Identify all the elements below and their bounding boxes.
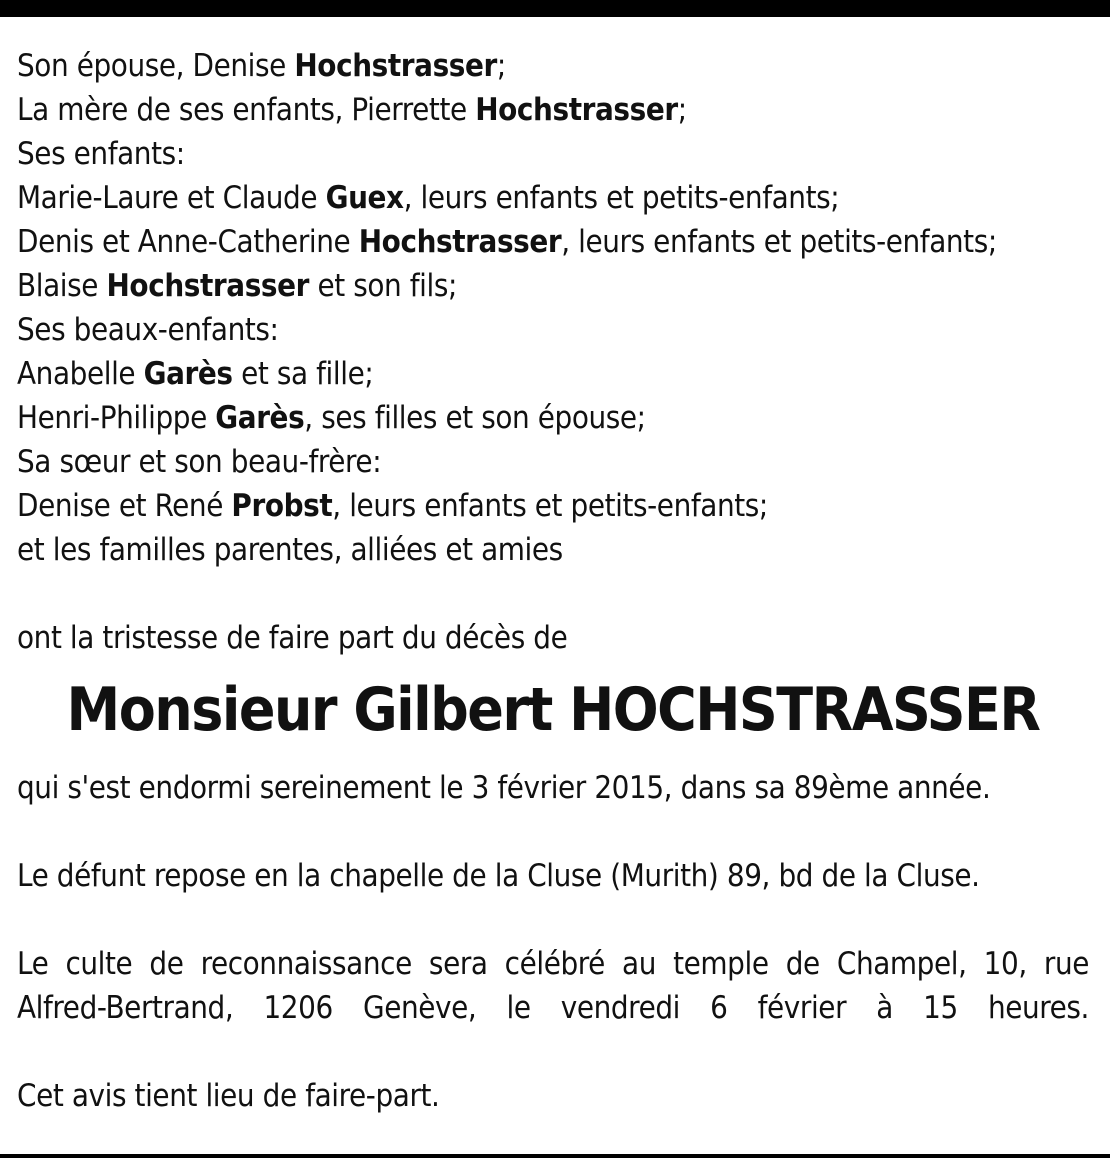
spacer xyxy=(17,1030,1089,1074)
family-surname: Probst xyxy=(231,488,333,524)
family-line: Henri-Philippe Garès, ses filles et son épouse; xyxy=(17,400,646,436)
family-group-heading: Ses enfants: xyxy=(17,136,185,172)
family-line: Anabelle Garès et sa fille; xyxy=(17,356,374,392)
spacer xyxy=(17,898,1089,942)
bottom-border-rule xyxy=(0,1154,1110,1158)
family-line: et les familles parentes, alliées et amies xyxy=(17,532,563,568)
announcement-text: ont la tristesse de faire part du décès de xyxy=(17,620,568,656)
death-info: qui s'est endormi sereinement le 3 février 2015, dans sa 89ème année. xyxy=(17,770,991,806)
deceased-name: Monsieur Gilbert HOCHSTRASSER xyxy=(66,675,1040,745)
family-line: Marie-Laure et Claude Guex, leurs enfants et petits-enfants; xyxy=(17,180,840,216)
family-surname: Hochstrasser xyxy=(294,48,497,84)
family-line: Blaise Hochstrasser et son fils; xyxy=(17,268,457,304)
family-surname: Hochstrasser xyxy=(358,224,562,260)
repose-info: Le défunt repose en la chapelle de la Cluse (Murith) 89, bd de la Cluse. xyxy=(17,858,980,894)
family-surname: Garès xyxy=(143,356,233,392)
family-surname: Garès xyxy=(215,400,305,436)
closing-note: Cet avis tient lieu de faire-part. xyxy=(17,1078,440,1114)
obituary-notice xyxy=(17,44,1089,1118)
family-surname: Guex xyxy=(325,180,404,216)
family-surname: Hochstrasser xyxy=(475,92,678,128)
top-border-rule xyxy=(0,0,1110,17)
service-info: Le culte de reconnaissance sera célébré au temple de Champel, 10, rue Alfred-Bertrand, 1206 Genève, le vendredi 6 février à 15 heures. xyxy=(17,946,1089,1026)
family-line: Son épouse, Denise Hochstrasser; xyxy=(17,48,506,84)
family-line: Denis et Anne-Catherine Hochstrasser, leurs enfants et petits-enfants; xyxy=(17,224,997,260)
family-line: Denise et René Probst, leurs enfants et petits-enfants; xyxy=(17,488,768,524)
family-group-heading: Ses beaux-enfants: xyxy=(17,312,279,348)
family-surname: Hochstrasser xyxy=(106,268,309,304)
family-list xyxy=(17,44,1089,572)
family-group-heading: Sa sœur et son beau-frère: xyxy=(17,444,382,480)
spacer xyxy=(17,572,1089,616)
spacer xyxy=(17,810,1089,854)
family-line: La mère de ses enfants, Pierrette Hochstrasser; xyxy=(17,92,687,128)
